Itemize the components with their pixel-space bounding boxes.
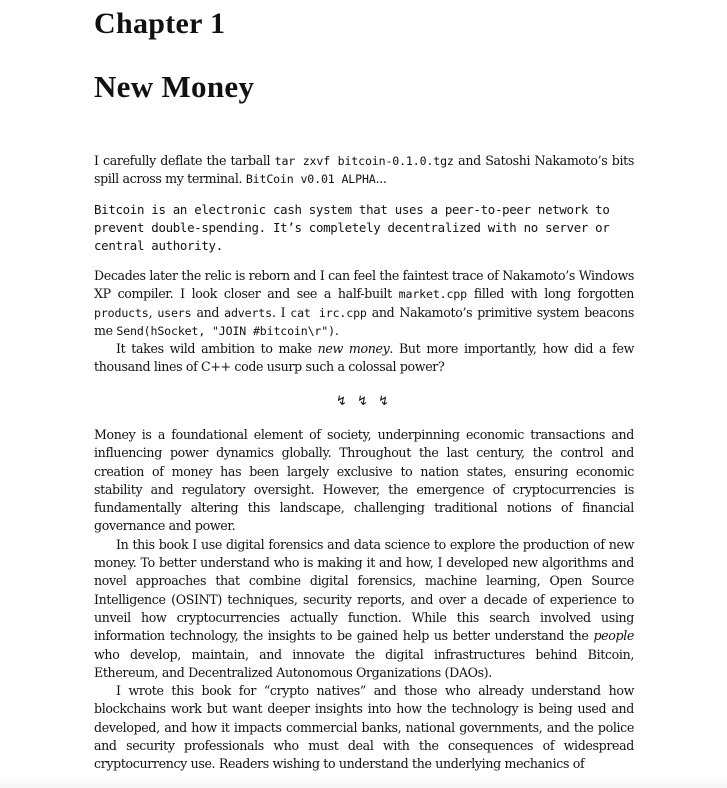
lightning-icon: ↯ xyxy=(336,394,350,409)
intro-code-version: BitCoin v0.01 ALPHA xyxy=(245,172,376,187)
intro-paragraph xyxy=(94,152,634,189)
intro-text-1: I carefully deflate the tarball xyxy=(94,153,275,168)
relic-text-3: , xyxy=(148,304,158,320)
ambition-text-1: It takes wild ambition to make xyxy=(116,341,318,357)
quote-line-3: central authority. xyxy=(94,238,223,253)
relic-text-1: Decades later the relic is reborn and I can feel the faintest trace of Nakamoto’s Windows XP compiler. I look closer and see a half-built xyxy=(94,268,634,302)
relic-paragraph xyxy=(94,267,634,340)
code-users: users xyxy=(157,305,192,320)
code-adverts: adverts xyxy=(224,305,272,320)
relic-text-6: and Nakamoto’s primitive system beacons me xyxy=(94,304,635,338)
lightning-icon: ↯ xyxy=(357,394,371,409)
intro-code-tar: tar zxvf bitcoin-0.1.0.tgz xyxy=(274,154,454,168)
audience-paragraph: I wrote this book for “crypto natives” and those who already understand how blockchains work but want deeper insights into how the technology is being used and developed, and how it impacts commercial banks, national governments, and the police and security professionals who must deal with the consequences of widespread cryptocurrency use. Readers wishing to understand the underlying mechanics of xyxy=(94,683,634,772)
lightning-icon: ↯ xyxy=(378,394,392,409)
main-section xyxy=(94,426,634,774)
relic-text-5: . I xyxy=(271,304,291,320)
money-paragraph: Money is a foundational element of society, underpinning economic transactions and influencing power dynamics globally. Throughout the last century, the control and creation of money has been largely exclusive to nation states, ensuring economic stability and regulatory oversight. However, the emergence of cryptocurrencies is fundamentally altering this landscape, challenging traditional notions of financial governance and power. xyxy=(94,427,634,534)
forensics-text-2: who develop, maintain, and innovate the digital infrastructures behind Bitcoin, Ethereum, and Decentralized Autonomous Organizations (DAOs). xyxy=(94,646,634,680)
relic-text-7: . xyxy=(334,322,339,338)
chapter-title: New Money xyxy=(94,69,255,104)
forensics-paragraph xyxy=(94,536,634,682)
quote-line-2: prevent double-spending. It’s completely decentralized with no server or xyxy=(94,220,610,235)
bitcoin-quote-block xyxy=(94,201,656,255)
ambition-emphasis: new money xyxy=(317,341,390,357)
code-products: products xyxy=(94,305,149,320)
relic-text-2: filled with long forgotten xyxy=(466,286,634,302)
intro-text-2: and Satoshi Nakamoto’s bits spill across my terminal. xyxy=(94,153,634,187)
relic-section xyxy=(94,267,634,377)
quote-line-1: Bitcoin is an electronic cash system that uses a peer-to-peer network to xyxy=(94,202,610,217)
intro-text-3: ... xyxy=(375,171,387,187)
chapter-label: Chapter 1 xyxy=(94,7,226,40)
code-cat-irc: cat irc.cpp xyxy=(290,305,367,320)
page-bottom-edge xyxy=(0,776,727,788)
ambition-paragraph xyxy=(94,340,634,377)
forensics-text-1: In this book I use digital forensics and data science to explore the production of new money. To better understand who is making it and how, I developed new algorithms and novel approaches that combine digital forensics, machine learning, Open Source Intelligence (OSINT) techniques, security reports, and over a decade of experience to unveil how cryptocurrencies actually function. While this search involved using information technology, the insights to be gained help us better understand the xyxy=(94,536,634,644)
forensics-emphasis: people xyxy=(593,628,634,644)
code-market-cpp: market.cpp xyxy=(398,287,467,302)
ambition-text-2: . But more importantly, how did a few thousand lines of C++ code usurp such a colossal power? xyxy=(94,341,635,375)
section-separator xyxy=(94,394,634,409)
code-send-join: Send(hSocket, "JOIN #bitcoin\r") xyxy=(116,323,335,338)
relic-text-4: and xyxy=(191,304,225,320)
